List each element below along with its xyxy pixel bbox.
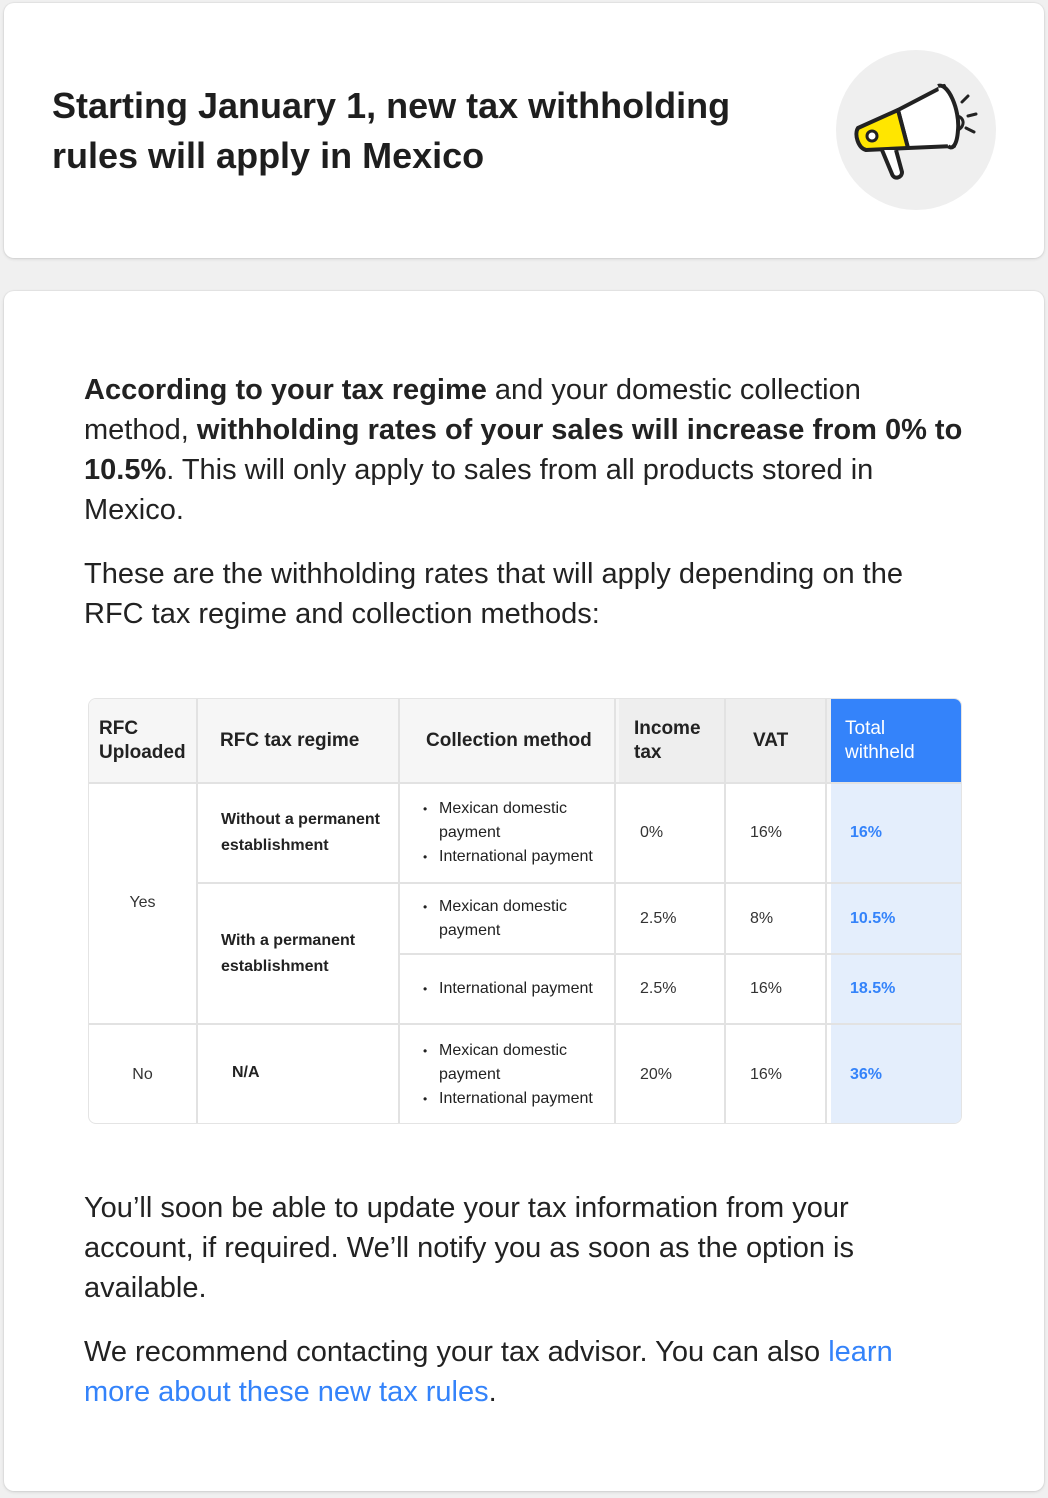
- cell-regime-without: Without a permanent establishment: [221, 811, 380, 854]
- header-income-tax: Income tax: [634, 718, 701, 763]
- intro-bold-rates: withholding rates of your sales will increase from 0% to 10.5%: [84, 414, 963, 486]
- list-item: • Mexican domestic payment: [421, 797, 611, 845]
- cell-total-withheld: 16%: [850, 824, 883, 841]
- cell-vat: 16%: [750, 980, 783, 997]
- grid-line: [196, 699, 198, 1124]
- withholding-rates-table: [88, 698, 962, 1124]
- header-rfc-uploaded: RFC Uploaded: [99, 718, 186, 763]
- advisor-end: .: [488, 1376, 497, 1408]
- advisor-text: We recommend contacting your tax advisor. You can also: [84, 1336, 829, 1368]
- header-total-withheld: Total withheld: [845, 718, 915, 763]
- cell-vat: 16%: [750, 824, 783, 841]
- grid-line: [825, 699, 827, 1124]
- cell-rfc-no: No: [132, 1066, 153, 1083]
- content-card: [4, 291, 1044, 1491]
- intro-paragraph: [84, 370, 964, 530]
- header-vat: VAT: [753, 730, 789, 751]
- cell-total-withheld: 36%: [850, 1066, 883, 1083]
- cell-collection-row3: [421, 955, 611, 1023]
- megaphone-icon: [836, 50, 996, 210]
- cell-collection-row1: [421, 783, 611, 883]
- list-item: • Mexican domestic payment: [421, 895, 611, 943]
- header-collection-method: Collection method: [426, 730, 592, 751]
- cell-regime-with: With a permanent establishment: [221, 932, 356, 975]
- intro-bold-regime: According to your tax regime: [84, 374, 487, 406]
- intro-text-1: and your domestic collection method,: [84, 374, 861, 446]
- intro-text-2: . This will only apply to sales from all products stored in Mexico.: [84, 454, 874, 526]
- page-title: Starting January 1, new tax withholding rules will apply in Mexico: [52, 85, 731, 176]
- cell-regime-na: N/A: [232, 1063, 260, 1081]
- list-item: • International payment: [421, 977, 593, 1001]
- cell-vat: 16%: [750, 1066, 783, 1083]
- cell-income-tax: 2.5%: [640, 910, 677, 927]
- cell-collection-row2: [421, 884, 611, 954]
- learn-more-link[interactable]: learn more about these new tax rules: [84, 1336, 893, 1408]
- advisor-paragraph: [84, 1332, 964, 1412]
- list-item: • Mexican domestic payment: [421, 1039, 611, 1087]
- cell-income-tax: 0%: [640, 824, 664, 841]
- rates-intro-paragraph: These are the withholding rates that will apply depending on the RFC tax regime and collection methods:: [84, 558, 903, 630]
- cell-rfc-yes: Yes: [129, 894, 156, 911]
- cell-total-withheld: 10.5%: [850, 910, 896, 927]
- list-item: • International payment: [421, 1087, 611, 1111]
- cell-vat: 8%: [750, 910, 774, 927]
- grid-line: [724, 699, 726, 1124]
- update-info-paragraph: You’ll soon be able to update your tax information from your account, if required. We’ll notify you as soon as the option is available.: [84, 1192, 855, 1304]
- grid-line: [398, 699, 400, 1124]
- header-rfc-tax-regime: RFC tax regime: [220, 730, 360, 751]
- cell-collection-row4: [421, 1025, 611, 1124]
- list-item: • International payment: [421, 845, 611, 869]
- grid-line: [614, 699, 616, 1124]
- announcement-header-card: [4, 3, 1044, 258]
- cell-income-tax: 20%: [640, 1066, 673, 1083]
- cell-total-withheld: 18.5%: [850, 980, 896, 997]
- cell-income-tax: 2.5%: [640, 980, 677, 997]
